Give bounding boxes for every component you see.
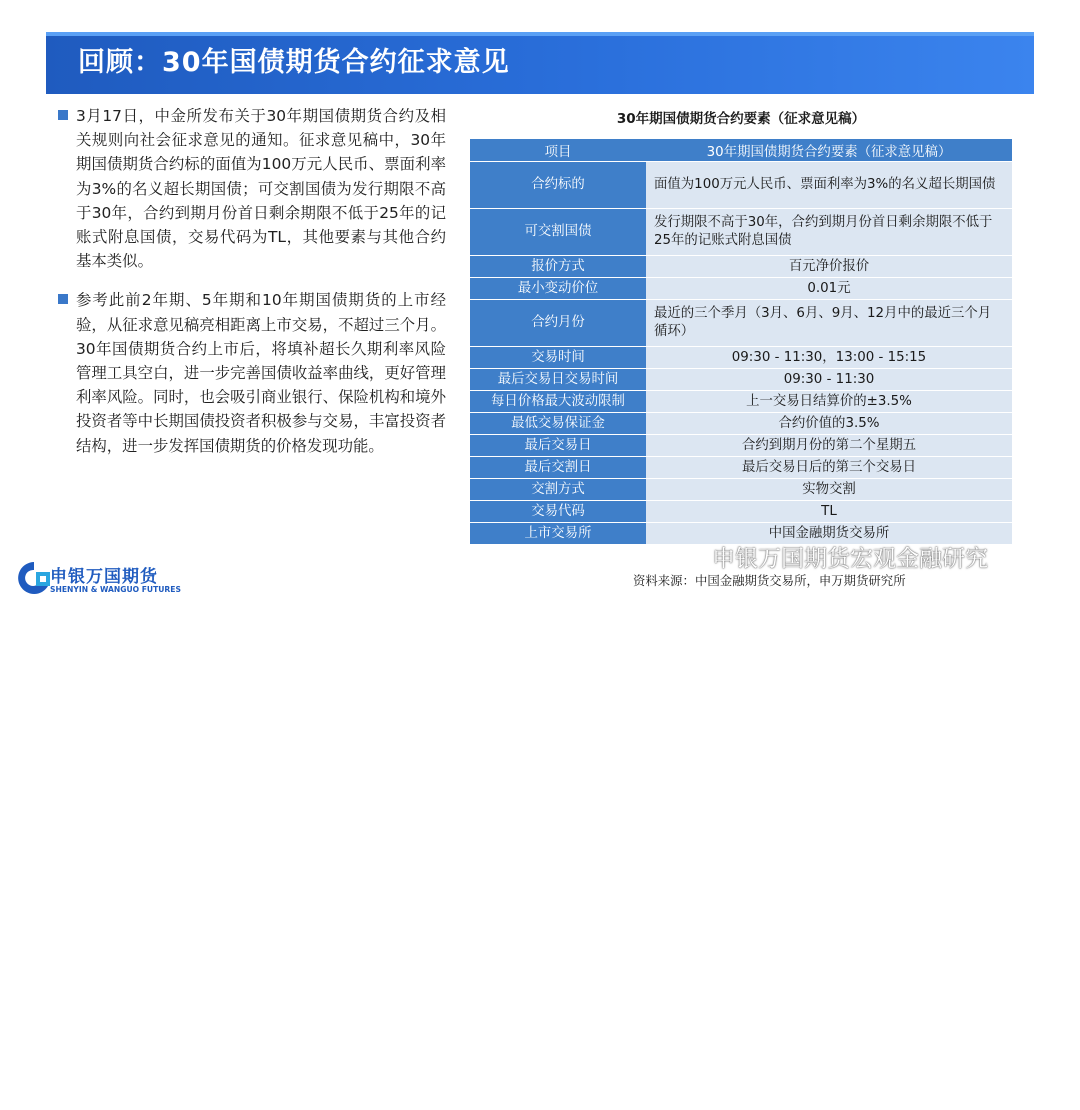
table-row: [470, 435, 1012, 456]
header-cell-spec: 30年期国债期货合约要素（征求意见稿）: [646, 139, 1012, 161]
row-label: 每日价格最大波动限制: [470, 391, 646, 412]
row-value: 最后交易日后的第三个交易日: [646, 457, 1012, 478]
table-row: [470, 479, 1012, 500]
row-label: 最后交易日交易时间: [470, 369, 646, 390]
row-label: 交易代码: [470, 501, 646, 522]
header-stripe: [46, 32, 1034, 36]
row-label: 报价方式: [470, 256, 646, 277]
row-label: 交割方式: [470, 479, 646, 500]
row-value: 0.01元: [646, 278, 1012, 299]
page-title: 回顾：30年国债期货合约征求意见: [78, 47, 510, 78]
row-value: 发行期限不高于30年，合约到期月份首日剩余期限不低于25年的记账式附息国债: [646, 209, 1012, 255]
watermark-text: 申银万国期货宏观金融研究: [712, 546, 988, 572]
table-title: 30年期国债期货合约要素（征求意见稿）: [616, 111, 866, 127]
paragraph-2: [58, 288, 446, 457]
table-row: [470, 457, 1012, 478]
paragraph-1: [58, 104, 446, 273]
row-label: 可交割国债: [470, 209, 646, 255]
row-label: 最小变动价位: [470, 278, 646, 299]
table-row: [470, 391, 1012, 412]
row-label: 合约标的: [470, 162, 646, 208]
table-row: [470, 347, 1012, 368]
table-row: [470, 501, 1012, 522]
row-label: 最后交易日: [470, 435, 646, 456]
table-header-row: [470, 139, 1012, 161]
row-label: 最低交易保证金: [470, 413, 646, 434]
table-row: [470, 300, 1012, 346]
row-label: 合约月份: [470, 300, 646, 346]
row-label: 上市交易所: [470, 523, 646, 544]
contract-spec-table: [470, 138, 1012, 545]
table-row: [470, 278, 1012, 299]
row-value: 合约到期月份的第二个星期五: [646, 435, 1012, 456]
row-value: 实物交割: [646, 479, 1012, 500]
row-value: 09:30 - 11:30，13:00 - 15:15: [646, 347, 1012, 368]
row-value: 最近的三个季月（3月、6月、9月、12月中的最近三个月循环）: [646, 300, 1012, 346]
bullet-square-icon: [58, 294, 68, 304]
row-value: TL: [646, 501, 1012, 522]
logo-english-name: SHENYIN & WANGUO FUTURES: [50, 585, 181, 594]
table-row: [470, 162, 1012, 208]
table-row: [470, 413, 1012, 434]
table-row: [470, 256, 1012, 277]
row-label: 交易时间: [470, 347, 646, 368]
row-value: 面值为100万元人民币、票面利率为3%的名义超长期国债: [646, 162, 1012, 208]
row-value: 百元净价报价: [646, 256, 1012, 277]
logo-chinese-name: 申银万国期货: [50, 567, 158, 587]
row-value: 09:30 - 11:30: [646, 369, 1012, 390]
paragraph-1-text: 3月17日，中金所发布关于30年期国债期货合约及相关规则向社会征求意见的通知。征求意见稿中，30年期国债期货合约标的面值为100万元人民币、票面利率为3%的名义超长期国债；可交割国债为发行期限不高于30年，合约到期月份首日剩余期限不低于25年的记账式附息国债，交易代码为TL，其他要素与其他合约基本类似。: [76, 107, 446, 271]
table-row: [470, 209, 1012, 255]
bullet-square-icon: [58, 110, 68, 120]
source-note: 资料来源：中国金融期货交易所，申万期货研究所: [633, 573, 906, 588]
left-text-panel: [58, 104, 446, 473]
table-row: [470, 369, 1012, 390]
row-value: 上一交易日结算价的±3.5%: [646, 391, 1012, 412]
header-cell-item: 项目: [470, 139, 646, 161]
row-label: 最后交割日: [470, 457, 646, 478]
watermark: [672, 540, 988, 573]
row-value: 中国金融期货交易所: [646, 523, 1012, 544]
row-value: 合约价值的3.5%: [646, 413, 1012, 434]
paragraph-2-text: 参考此前2年期、5年期和10年期国债期货的上市经验，从征求意见稿亮相距离上市交易，不超过三个月。30年国债期货合约上市后，将填补超长久期利率风险管理工具空白，进一步完善国债收益率曲线，更好管理利率风险。同时，也会吸引商业银行、保险机构和境外投资者等中长期国债投资者积极参与交易，丰富投资者结构，进一步发挥国债期货的价格发现功能。: [76, 291, 446, 455]
